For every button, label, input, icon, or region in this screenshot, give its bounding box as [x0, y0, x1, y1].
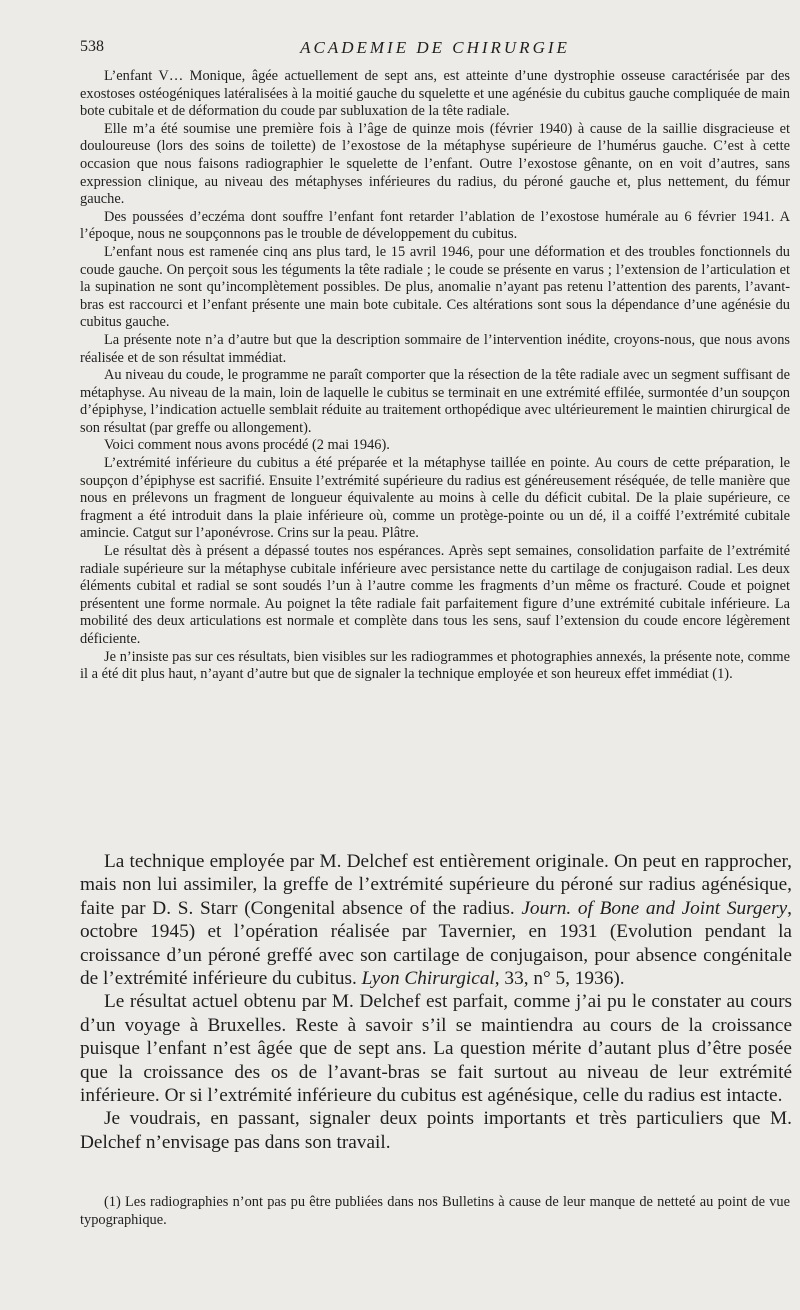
paragraph: L’enfant V… Monique, âgée actuellement de sept ans, est atteinte d’une dystrophie osseuse caractérisée par des exostoses ostéogéniques latéralisées à la moitié gauche du squelette et une agénésie du cubitus gauche compliquée de main bote cubitale et de déformation du coude par subluxation de la tête radiale. — [80, 68, 790, 120]
paragraph: Je n’insiste pas sur ces résultats, bien visibles sur les radiogrammes et photographies annexés, la présente note, comme il a été dit plus haut, n’ayant d’autre but que de signaler la technique employée et son heureux effet immédiat (1). — [80, 648, 790, 683]
paragraph: Elle m’a été soumise une première fois à l’âge de quinze mois (février 1940) à cause de la saillie disgracieuse et douloureuse (lors des soins de toilette) de l’exostose de la métaphyse supérieure de l’humérus gauche. C’est à cette occasion que nous faisons radiographier le squelette de l’enfant. Outre l’exostose gênante, on en voit d’autres, sans expression clinique, au niveau des métaphyses inférieures du radius, du péroné gauche et, plus nettement, du fémur gauche. — [80, 120, 790, 208]
page-number: 538 — [80, 38, 104, 55]
footnote — [80, 1193, 790, 1229]
paragraph: La présente note n’a d’autre but que la description sommaire de l’intervention inédite, croyons-nous, que nous avons réalisée et de son résultat immédiat. — [80, 331, 790, 366]
text-run: , 33, n° 5, 1936). — [494, 968, 625, 990]
paragraph: Des poussées d’eczéma dont souffre l’enfant font retarder l’ablation de l’exostose humérale au 6 février 1941. A l’époque, nous ne soupçonnons pas le trouble de développement du cubitus. — [80, 208, 790, 243]
journal-title: ACADEMIE DE CHIRURGIE — [300, 38, 570, 57]
paragraph: L’enfant nous est ramenée cinq ans plus tard, le 15 avril 1946, pour une déformation et des troubles fonctionnels du coude gauche. On perçoit sous les téguments la tête radiale ; le coude se présente en varus ; l’extension de l’articulation et la supination ne sont qu’incomplètement possibles. De plus, anomalie n’ayant pas retenu l’attention des parents, l’avant-bras est raccourci et l’enfant présente une main bote cubitale. Ces altérations sont sous la dépendance d’une agénésie du cubitus gauche. — [80, 243, 790, 331]
case-report-text — [80, 68, 790, 684]
paragraph: Le résultat actuel obtenu par M. Delchef est parfait, comme j’ai pu le constater au cours d’un voyage à Bruxelles. Reste à savoir s’il se maintiendra au cours de la croissance puisque l’enfant n’est âgée que de sept ans. La question mérite d’autant plus d’être posée que la croissance des os de l’avant-bras se fait surtout au niveau de leur extrémité inférieure. Or si l’extrémité inférieure du cubitus est agénésique, celle du radius est intacte. — [80, 991, 792, 1107]
journal-citation: Journ. of Bone and Joint Surgery — [521, 897, 788, 919]
running-header — [80, 38, 790, 60]
paragraph: L’extrémité inférieure du cubitus a été préparée et la métaphyse taillée en pointe. Au cours de cette préparation, le soupçon d’épiphyse est sacrifié. Ensuite l’extrémité supérieure du radius est généreusement réséquée, de telle manière que nous en prélevons un fragment de longueur équivalente au moins à celle du déficit cubital. De la plaie supérieure, ce fragment a été introduit dans la plaie inférieure où, comme un protège-pointe ou un dé, il a coiffé l’extrémité cubitale amincie. Catgut sur l’aponévrose. Crins sur la peau. Plâtre. — [80, 455, 790, 542]
paragraph: Je voudrais, en passant, signaler deux points importants et très particuliers que M. Delchef n’envisage pas dans son travail. — [80, 1108, 792, 1153]
text-run: La technique employée par M. Delchef est entièrement originale. On peut en rapprocher, mais non lui assimiler, la greffe de l’extrémité supérieure du péroné sur radius agénésique, faite par D. S. Starr (Congenital absence of the radius. — [80, 851, 792, 919]
commentary-text — [80, 850, 792, 1154]
paragraph: Voici comment nous avons procédé (2 mai 1946). — [104, 437, 390, 454]
paragraph — [80, 850, 792, 990]
paragraph: Au niveau du coude, le programme ne paraît comporter que la résection de la tête radiale avec un segment suffisant de métaphyse. Au niveau de la main, loin de laquelle le cubitus se terminait en une extrémité effilée, surmontée d’un soupçon d’épiphyse, l’indication actuelle semblait réduite au traitement orthopédique avec ultérieurement le maintien chirurgical de son résultat (par greffe ou allongement). — [80, 367, 790, 436]
text-run: , octobre 1945) et l’opération réalisée par Tavernier, en 1931 (Evolution pendant la croissance d’un péroné greffé avec son cartilage de conjugaison, pour absence congénitale de l’extrémité inférieure du cubitus. — [80, 897, 792, 990]
journal-citation: Lyon Chirurgical — [361, 968, 495, 990]
paragraph: Le résultat dès à présent a dépassé toutes nos espérances. Après sept semaines, consolidation parfaite de l’extrémité radiale supérieure sur la métaphyse cubitale inférieure avec persistance nette du cartilage de conjugaison radial. Les deux éléments cubital et radial se sont soudés l’un à l’autre comme les fragments d’un même os fracturé. Coude et poignet présentent une forme normale. Au poignet la tête radiale fait parfaitement figure d’une extrémité cubitale inférieure. La mobilité des deux articulations est normale et complète dans tous les sens, sauf l’extension du coude encore légèrement déficiente. — [80, 543, 790, 647]
footnote-text: (1) Les radiographies n’ont pas pu être publiées dans nos Bulletins à cause de leur manque de netteté au point de vue typographique. — [80, 1194, 790, 1228]
